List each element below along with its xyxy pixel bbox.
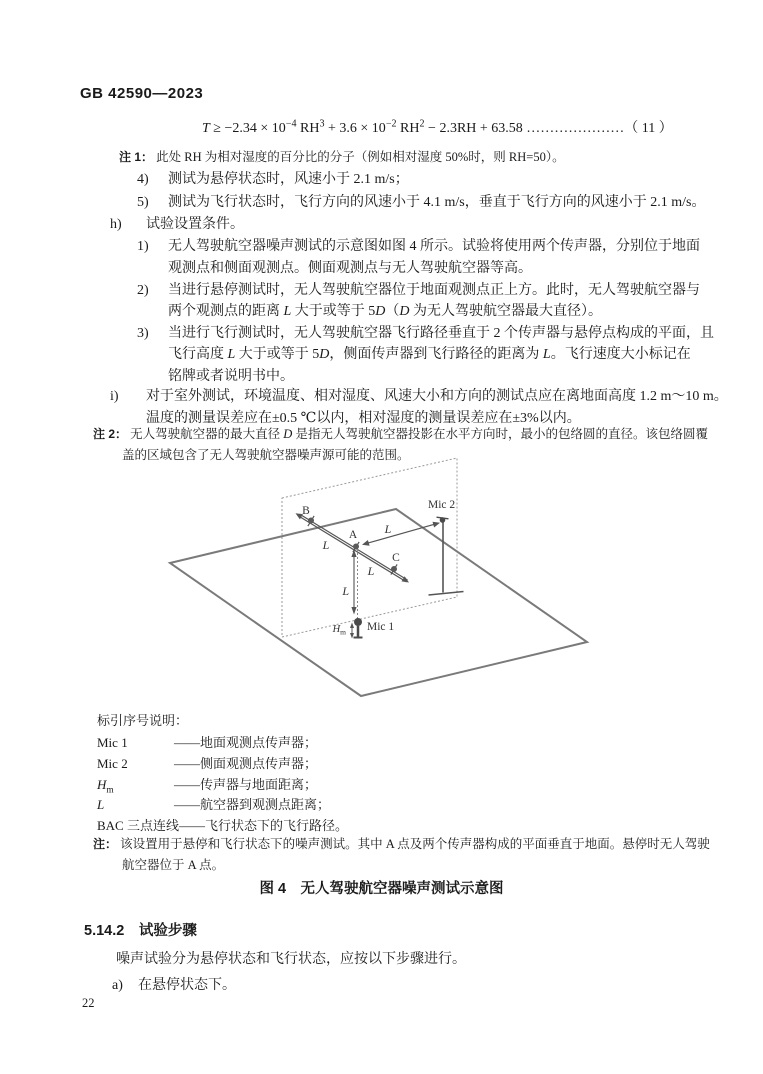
legend-dash: —— <box>174 735 200 750</box>
text-segment: T <box>202 121 210 136</box>
mic1-label: Mic 1 <box>367 621 395 633</box>
legend-dash: —— <box>178 818 205 833</box>
dim-arrow-a <box>362 540 370 546</box>
equation-11 <box>202 119 673 138</box>
text-segment: 无人驾驶航空器的最大直径 <box>130 427 284 441</box>
legend-term <box>97 755 174 772</box>
legend-desc: 地面观测点传声器； <box>200 735 318 750</box>
text-segment: 对于室外测试，环境温度、相对湿度、风速大小和方向的测试点应在离地面高度 1.2 m～10 m。 <box>146 389 728 404</box>
legend-dash: —— <box>174 777 200 792</box>
text-segment: 大于或等于 5 <box>291 304 376 319</box>
text-segment: 大于或等于 5 <box>235 347 320 362</box>
list-item-h-text: 试验设置条件。 <box>146 217 244 232</box>
figure-note-text <box>120 837 710 851</box>
text-segment: D <box>319 347 330 362</box>
legend-term <box>97 817 179 834</box>
legend-desc: 侧面观测点传声器； <box>200 756 318 771</box>
figure-caption <box>0 877 763 898</box>
legend-term <box>97 734 174 751</box>
text-segment: RH <box>396 121 420 136</box>
point-a-label: A <box>348 529 358 541</box>
note-1 <box>119 149 565 166</box>
note-2-line-1 <box>93 426 708 443</box>
sub-item-3-line-1 <box>137 324 714 343</box>
legend-row-hm <box>97 776 318 796</box>
list-item-4 <box>137 170 409 189</box>
text-segment: 铭牌或者说明书中。 <box>168 369 294 384</box>
list-item-5-number: 5) <box>137 195 149 210</box>
dim-l-vertical-label: L <box>342 584 349 598</box>
mic2-label: Mic 2 <box>428 499 456 511</box>
hm-label <box>332 624 347 637</box>
body-paragraph: 噪声试验分为悬停状态和飞行状态，应按以下步骤进行。 <box>116 952 466 967</box>
page-number: 22 <box>82 996 95 1010</box>
sub-item-1-line-1 <box>137 237 700 256</box>
note-2-text <box>130 427 708 441</box>
text-segment: Mic 2 <box>97 756 128 771</box>
text-segment: 盖的区域包含了无人驾驶航空器噪声源可能的范围。 <box>122 448 410 462</box>
text-segment: Mic 1 <box>97 735 128 750</box>
sub-item-2-line-1 <box>137 281 700 300</box>
sub-item-1-text <box>168 239 700 254</box>
legend-desc: 航空器到观测点距离； <box>200 797 331 812</box>
figure-4-diagram <box>0 450 763 715</box>
list-item-a-text: 在悬停状态下。 <box>138 978 236 993</box>
point-b-label: B <box>302 505 310 517</box>
note-1-text <box>156 150 564 164</box>
figure-note-label: 注： <box>93 837 118 851</box>
list-item-i-line-1 <box>110 387 728 406</box>
text-segment: −2 <box>385 118 397 130</box>
figure-note-line-2 <box>122 857 224 874</box>
note-2-label: 注 2： <box>93 427 128 441</box>
text-segment: − 2.3RH + 63.58 …………………（ 11 ） <box>424 121 673 136</box>
text-segment: 此处 RH 为相对湿度的百分比的分子（例如相对湿度 50%时，则 RH=50）。 <box>156 150 565 164</box>
list-item-4-number: 4) <box>137 172 149 187</box>
text-segment: 航空器位于 A 点。 <box>122 858 225 872</box>
mic2-top-bar <box>437 517 449 519</box>
list-item-4-text: 测试为悬停状态时，风速小于 2.1 m/s； <box>168 172 409 187</box>
dim-arrow-bottom <box>351 607 356 615</box>
legend-desc: 传声器与地面距离； <box>200 777 318 792</box>
text-segment: + 3.6 × 10 <box>324 121 386 136</box>
mic2-base <box>429 592 464 596</box>
ground-plane <box>170 509 587 696</box>
text-segment: m <box>106 785 114 796</box>
text-segment: L <box>227 347 236 362</box>
section-title: 试验步骤 <box>138 923 197 939</box>
sub-item-1-line-2 <box>168 259 532 278</box>
text-segment: 飞行高度 <box>168 347 228 362</box>
list-item-i-text <box>146 389 728 404</box>
legend-dash: —— <box>174 756 200 771</box>
text-segment: 是指无人驾驶航空器投影在水平方向时，最小的包络圆的直径。该包络圆覆 <box>292 427 708 441</box>
sub-item-2-line-2 <box>168 302 602 321</box>
mic1-head <box>354 618 362 626</box>
sub-item-3-line-2 <box>168 345 691 364</box>
sub-item-3-text <box>168 326 714 341</box>
text-segment: L <box>283 304 292 319</box>
sub-item-2-number: 2) <box>137 283 149 298</box>
text-segment: 当进行飞行测试时，无人驾驶航空器飞行路径垂直于 2 个传声器与悬停点构成的平面，且 <box>168 326 714 341</box>
point-a-dot <box>353 544 359 550</box>
text-segment: −4 <box>285 118 297 130</box>
section-number: 5.14.2 <box>84 923 125 939</box>
text-segment: RH <box>296 121 320 136</box>
dim-l-ba-label: L <box>322 538 330 552</box>
list-item-5-text: 测试为飞行状态时，飞行方向的风速小于 4.1 m/s，垂直于飞行方向的风速小于 2.1 m/s。 <box>168 195 706 210</box>
text-segment: 。飞行速度大小标记在 <box>550 347 691 362</box>
hm-arrow-bottom <box>350 633 354 639</box>
text-segment: BAC 三点连线 <box>97 818 179 833</box>
text-segment: 该设置用于悬停和飞行状态下的噪声测试。其中 A 点及两个传声器构成的平面垂直于地面。悬停时无人驾驶 <box>120 837 710 851</box>
text-segment: 观测点和侧面观测点。侧面观测点与无人驾驶航空器等高。 <box>168 261 532 276</box>
list-item-i-number: i) <box>110 389 119 404</box>
legend-dash: —— <box>174 797 200 812</box>
text-segment: 为无人驾驶航空器最大直径）。 <box>409 304 603 319</box>
text-segment: L <box>97 797 105 812</box>
sub-item-2-text <box>168 283 700 298</box>
list-item-a <box>112 976 236 995</box>
legend-row-mic1 <box>97 734 317 751</box>
legend-title: 标引序号说明： <box>97 713 189 728</box>
text-segment: （ <box>385 304 400 319</box>
text-segment: ，侧面传声器到飞行路径的距离为 <box>329 347 543 362</box>
dim-arrow-mic2 <box>433 522 441 528</box>
dim-l-ac-label: L <box>367 564 375 578</box>
text-segment: H <box>97 777 107 792</box>
point-b-dot <box>308 518 314 524</box>
list-item-a-number: a) <box>112 978 123 993</box>
text-segment: D <box>283 427 293 441</box>
section-heading <box>84 919 197 940</box>
text-segment: ≥ −2.34 × 10 <box>209 121 286 136</box>
legend-term <box>97 796 174 813</box>
legend-desc: 飞行状态下的飞行路径。 <box>204 818 348 833</box>
text-segment: D <box>375 304 386 319</box>
list-item-5 <box>137 193 705 212</box>
text-segment: 当进行悬停测试时，无人驾驶航空器位于地面观测点正上方。此时，无人驾驶航空器与 <box>168 283 700 298</box>
list-item-h-number: h) <box>110 217 122 232</box>
list-item-h <box>110 215 244 234</box>
text-segment: D <box>399 304 410 319</box>
hm-label-sub: m <box>340 627 346 637</box>
dim-line-a-mic2 <box>366 524 436 544</box>
note-1-label: 注 1： <box>119 150 154 164</box>
text-segment: 温度的测量误差应在±0.5 ℃以内，相对湿度的测量误差应在±3%以内。 <box>146 411 581 426</box>
legend-term <box>97 776 174 796</box>
legend-row-mic2 <box>97 755 317 772</box>
legend-row-l <box>97 796 330 813</box>
hm-label-main: H <box>332 624 341 635</box>
point-c-dot <box>391 566 397 572</box>
text-segment: 无人驾驶航空器噪声测试的示意图如图 4 所示。试验将使用两个传声器，分别位于地面 <box>168 239 700 254</box>
dim-l-side-label: L <box>384 522 392 536</box>
figure-note-line-1 <box>93 836 710 853</box>
sub-item-3-number: 3) <box>137 326 149 341</box>
text-segment: 3 <box>319 118 325 130</box>
page-header-standard-number: GB 42590—2023 <box>80 85 204 102</box>
hm-arrow-top <box>350 623 354 629</box>
vertical-plane-dotted <box>282 458 457 637</box>
figure-caption-title: 无人驾驶航空器噪声测试示意图 <box>300 881 504 897</box>
legend-row-bac <box>97 817 348 834</box>
text-segment: 2 <box>419 118 425 130</box>
point-c-label: C <box>392 552 400 564</box>
sub-item-3-line-3 <box>168 367 294 386</box>
figure-caption-label: 图 4 <box>259 881 287 897</box>
sub-item-1-number: 1) <box>137 239 149 254</box>
text-segment: L <box>542 347 551 362</box>
text-segment: 两个观测点的距离 <box>168 304 284 319</box>
